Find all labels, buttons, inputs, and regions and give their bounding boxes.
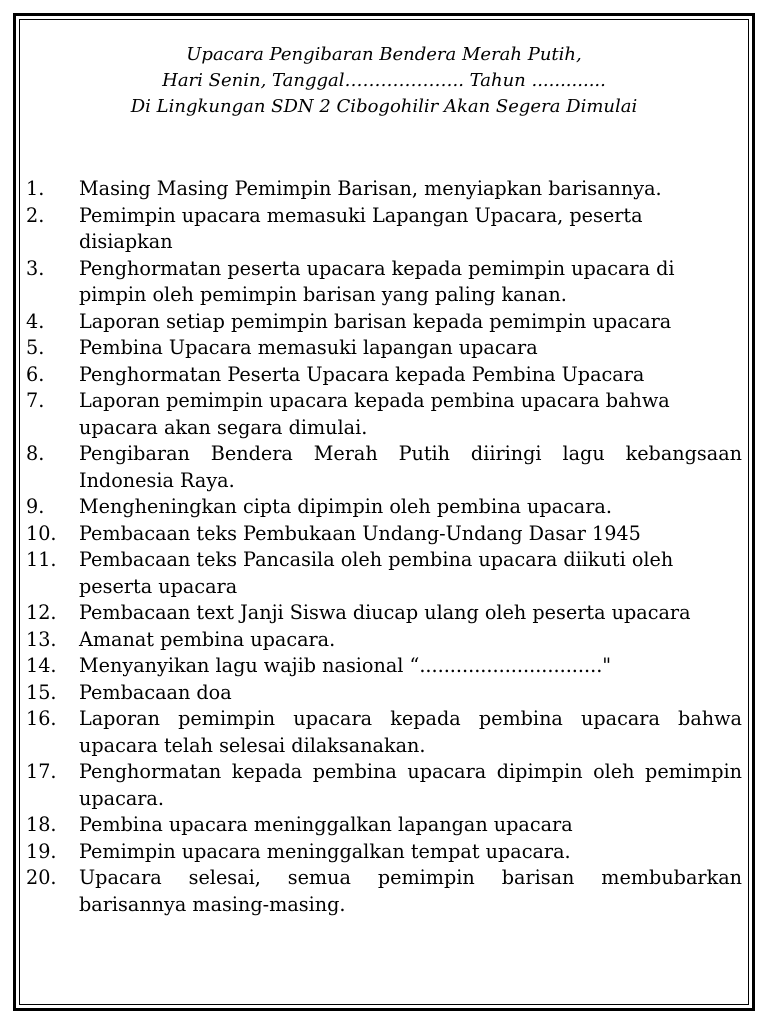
- list-item: [26, 309, 742, 336]
- list-item: [26, 759, 742, 812]
- list-item: [26, 441, 742, 494]
- list-item: [26, 600, 742, 627]
- item-text: Pembacaan teks Pembukaan Undang-Undang Dasar 1945: [79, 521, 641, 545]
- document-header: [20, 42, 748, 120]
- list-item: [26, 839, 742, 866]
- list-item: [26, 812, 742, 839]
- item-text: Penghormatan peserta upacara kepada pemimpin upacara di pimpin oleh pemimpin barisan yang paling kanan.: [79, 256, 675, 306]
- list-item: [26, 653, 742, 680]
- item-text: Penghormatan kepada pembina upacara dipimpin oleh pemimpin upacara.: [79, 760, 742, 810]
- item-number: 7.: [26, 389, 45, 412]
- list-item: [26, 521, 742, 548]
- item-text: Upacara selesai, semua pemimpin barisan membubarkan barisannya masing-masing.: [79, 866, 742, 916]
- item-text: Pembacaan doa: [79, 680, 232, 704]
- item-number: 19.: [26, 839, 57, 863]
- item-number: 2.: [26, 203, 45, 227]
- item-number: 3.: [26, 256, 45, 280]
- item-text: Pemimpin upacara meninggalkan tempat upacara.: [79, 839, 571, 863]
- item-number: 5.: [26, 336, 45, 359]
- item-text: Pengibaran Bendera Merah Putih diiringi lagu kebangsaan Indonesia Raya.: [79, 442, 742, 492]
- item-text: Penghormatan Peserta Upacara kepada Pembina Upacara: [79, 362, 645, 386]
- item-text: Pembina upacara meninggalkan lapangan upacara: [79, 813, 573, 836]
- list-item: [26, 680, 742, 707]
- item-number: 1.: [26, 177, 45, 200]
- list-item: [26, 627, 742, 654]
- item-number: 10.: [26, 521, 57, 545]
- item-text: Pemimpin upacara memasuki Lapangan Upacara, peserta disiapkan: [79, 203, 643, 253]
- item-text: Laporan pemimpin upacara kepada pembina upacara bahwa upacara telah selesai dilaksanakan.: [79, 707, 742, 757]
- item-text: Laporan setiap pemimpin barisan kepada pemimpin upacara: [79, 309, 672, 333]
- ceremony-steps-list: [26, 176, 742, 918]
- item-number: 14.: [26, 654, 57, 677]
- list-item: [26, 362, 742, 389]
- list-item: [26, 865, 742, 918]
- list-item: [26, 494, 742, 521]
- list-item: [26, 335, 742, 362]
- item-number: 4.: [26, 309, 45, 333]
- item-number: 6.: [26, 362, 45, 386]
- item-number: 8.: [26, 442, 45, 465]
- item-number: 18.: [26, 813, 57, 836]
- list-item: [26, 203, 742, 256]
- list-item: [26, 176, 742, 203]
- item-text: Amanat pembina upacara.: [79, 627, 336, 651]
- item-number: 20.: [26, 866, 57, 889]
- header-line-1: Upacara Pengibaran Bendera Merah Putih,: [186, 44, 582, 65]
- item-number: 16.: [26, 707, 57, 730]
- list-item: [26, 547, 742, 600]
- item-number: 12.: [26, 601, 57, 624]
- item-number: 13.: [26, 627, 57, 651]
- list-item: [26, 706, 742, 759]
- item-number: 9.: [26, 495, 45, 518]
- item-text: Mengheningkan cipta dipimpin oleh pembina upacara.: [79, 495, 612, 518]
- list-item: [26, 256, 742, 309]
- item-text: Laporan pemimpin upacara kepada pembina upacara bahwa upacara akan segara dimulai.: [79, 389, 670, 439]
- header-line-3: Di Lingkungan SDN 2 Cibogohilir Akan Segera Dimulai: [130, 96, 638, 117]
- item-text: Pembacaan text Janji Siswa diucap ulang oleh peserta upacara: [79, 601, 691, 624]
- item-text: Masing Masing Pemimpin Barisan, menyiapkan barisannya.: [79, 177, 662, 200]
- item-number: 17.: [26, 760, 57, 783]
- list-item: [26, 388, 742, 441]
- item-number: 15.: [26, 680, 57, 704]
- item-text: Pembina Upacara memasuki lapangan upacara: [79, 336, 538, 359]
- item-number: 11.: [26, 548, 57, 571]
- header-line-2: Hari Senin, Tanggal……………….. Tahun .............: [162, 70, 606, 91]
- item-text: Menyanyikan lagu wajib nasional “..............................": [79, 654, 612, 677]
- item-text: Pembacaan teks Pancasila oleh pembina upacara diikuti oleh peserta upacara: [79, 548, 674, 598]
